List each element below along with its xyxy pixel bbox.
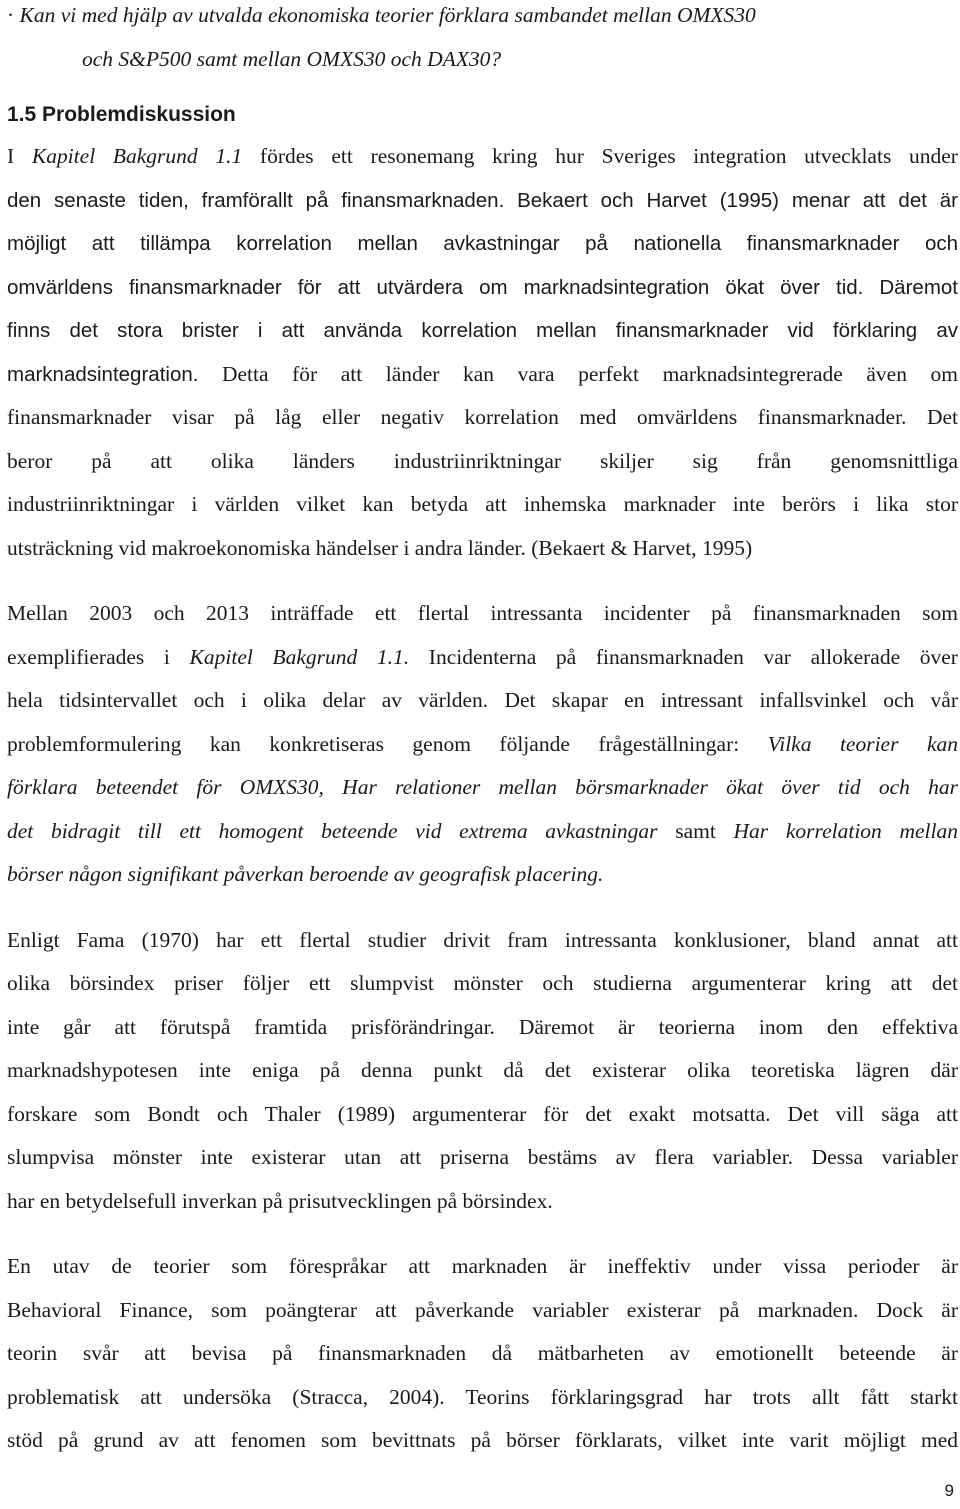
- p1-line-5: finns det stora brister i att använda korrelation mellan finansmarknader vid förklaring av: [7, 319, 958, 342]
- p1-line-7: finansmarknader visar på låg eller negativ korrelation med omvärldens finansmarknader. Det: [7, 405, 958, 429]
- p3-line-3: inte går att förutspå framtida prisförändringar. Däremot är teorierna inom den effektiva: [7, 1014, 958, 1039]
- p2-line-7: börser någon signifikant påverkan beroende av geografisk placering.: [7, 862, 604, 886]
- page-number: 9: [944, 1481, 954, 1500]
- p1-line-4: omvärldens finansmarknader för att utvärdera om marknadsintegration ökat över tid. Däremot: [7, 275, 958, 299]
- paragraph-gap: [7, 1223, 958, 1245]
- research-question-text: Kan vi med hjälp av utvalda ekonomiska teorier förklara sambandet mellan OMXS30: [19, 3, 756, 27]
- chapter-reference: Kapitel Bakgrund 1.1: [31, 144, 243, 168]
- p2-line-5: förklara beteendet för OMXS30, Har relationer mellan börsmarknader ökat över tid och har: [7, 775, 958, 799]
- section-heading: 1.5 Problemdiskussion: [7, 103, 236, 126]
- p1-line-3: möjligt att tillämpa korrelation mellan avkastningar på nationella finansmarknader och: [7, 232, 958, 255]
- research-question-line-1: [7, 0, 958, 38]
- p2-line-6: det bidragit till ett homogent beteende vid extrema avkastningar samt Har korrelation mellan: [7, 818, 958, 843]
- p3-line-5: forskare som Bondt och Thaler (1989) argumenterar för det exakt motsatta. Det vill säga att: [7, 1101, 958, 1126]
- p1-line-6: marknadsintegration. Detta för att länder kan vara perfekt marknadsintegrerade även om: [7, 361, 958, 386]
- p3-line-6: slumpvisa mönster inte existerar utan att priserna bestäms av flera variabler. Dessa variabler: [7, 1145, 958, 1169]
- paragraph-4: [7, 1245, 958, 1463]
- p4-line-3: teorin svår att bevisa på finansmarknaden då mätbarheten av emotionellt beteende är: [7, 1341, 958, 1365]
- p2-line-4: problemformulering kan konkretiseras genom följande frågeställningar: Vilka teorier kan: [7, 731, 958, 756]
- paragraph-2: [7, 592, 958, 897]
- research-question-line-2: [7, 38, 958, 82]
- chapter-reference: Kapitel Bakgrund 1.1.: [189, 644, 410, 669]
- bullet: ·: [7, 3, 15, 27]
- p1-line-1: I Kapitel Bakgrund 1.1 fördes ett resonemang kring hur Sveriges integration utvecklats under: [7, 144, 958, 168]
- p1-line-8: beror på att olika länders industriinriktningar skiljer sig från genomsnittliga: [7, 448, 958, 473]
- paragraph-1: [7, 135, 958, 570]
- paragraph-gap: [7, 897, 958, 919]
- p2-line-1: Mellan 2003 och 2013 inträffade ett flertal intressanta incidenter på finansmarknaden som: [7, 601, 958, 625]
- p1-line-9: industriinriktningar i världen vilket kan betyda att inhemska marknader inte berörs i lika stor: [7, 492, 958, 516]
- document-page: [7, 0, 958, 1463]
- p2-line-3: hela tidsintervallet och i olika delar av världen. Det skapar en intressant infallsvinkel och vår: [7, 688, 958, 712]
- p3-line-7: har en betydelsefull inverkan på prisutvecklingen på börsindex.: [7, 1188, 553, 1213]
- p4-line-5: stöd på grund av att fenomen som bevittnats på börser förklarats, vilket inte varit möjligt med: [7, 1428, 958, 1452]
- p4-line-1: En utav de teorier som förespråkar att marknaden är ineffektiv under vissa perioder är: [7, 1254, 958, 1278]
- p3-line-1: Enligt Fama (1970) har ett flertal studier drivit fram intressanta konklusioner, bland annat att: [7, 927, 958, 952]
- p3-line-4: marknadshypotesen inte eniga på denna punkt då det existerar olika teoretiska lägren där: [7, 1058, 958, 1082]
- p1-line-10: utsträckning vid makroekonomiska händelser i andra länder. (Bekaert & Harvet, 1995): [7, 535, 753, 560]
- paragraph-gap: [7, 570, 958, 592]
- p2-line-2: exemplifierades i Kapitel Bakgrund 1.1. Incidenterna på finansmarknaden var allokerade över: [7, 644, 958, 669]
- p4-line-4: problematisk att undersöka (Stracca, 2004). Teorins förklaringsgrad har trots allt fått starkt: [7, 1384, 958, 1409]
- p3-line-2: olika börsindex priser följer ett slumpvist mönster och studierna argumenterar kring att det: [7, 971, 958, 995]
- p4-line-2: Behavioral Finance, som poängterar att påverkande variabler existerar på marknaden. Dock är: [7, 1297, 958, 1322]
- research-question-text-2: och S&P500 samt mellan OMXS30 och DAX30?: [82, 46, 502, 71]
- p1-line-2: den senaste tiden, framförallt på finansmarknaden. Bekaert och Harvet (1995) menar att det är: [7, 188, 958, 212]
- paragraph-3: [7, 919, 958, 1224]
